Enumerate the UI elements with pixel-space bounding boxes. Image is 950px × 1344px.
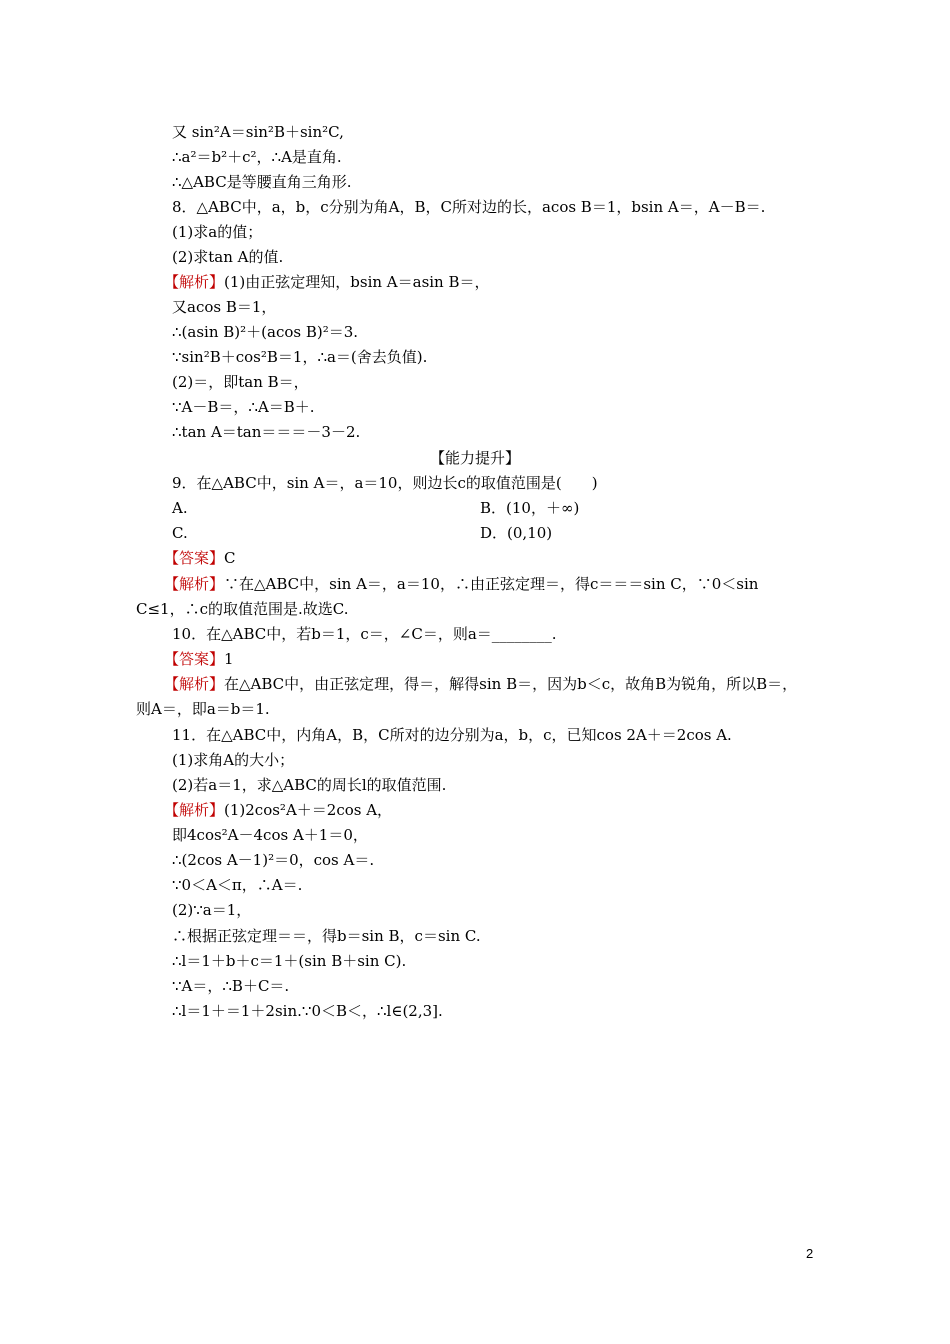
text-line: ∵A－B＝，∴A＝B＋. (172, 398, 315, 416)
text-line: 即4cos²A－4cos A＋1＝0， (172, 826, 368, 844)
text-line: (2)求tan A的值. (172, 248, 284, 266)
text-line: (1)求a的值； (172, 223, 263, 241)
question-9: 9．在△ABC中，sin A＝，a＝10，则边长c的取值范围是( ) (172, 474, 598, 492)
text-line: 则A＝，即a＝b＝1. (136, 700, 270, 718)
text-line: ∴△ABC是等腰直角三角形. (172, 173, 352, 191)
answer-line: 【答案】C (164, 549, 236, 567)
text-line: ∴(2cos A－1)²＝0，cos A＝. (172, 851, 375, 869)
text-line: ∴l＝1＋＝1＋2sin.∵0＜B＜，∴l∈(2,3]. (172, 1002, 443, 1020)
page-number: 2 (806, 1246, 814, 1261)
question-8: 8．△ABC中，a，b，c分别为角A，B，C所对边的长，acos B＝1，bsin A＝，A－B＝. (172, 198, 766, 216)
answer-tag: 【答案】 (164, 650, 225, 668)
text-line: (2)若a＝1，求△ABC的周长l的取值范围. (172, 776, 447, 794)
text-line: ∴l＝1＋b＋c＝1＋(sin B＋sin C). (172, 952, 407, 970)
text-line: (2)＝，即tan B＝， (172, 373, 309, 391)
text-line: ∴a²＝b²＋c²，∴A是直角. (172, 148, 342, 166)
text-line: C≤1，∴c的取值范围是.故选C. (136, 600, 349, 618)
analysis-tag: 【解析】 (164, 675, 225, 693)
analysis-tag: 【解析】 (164, 273, 225, 291)
text-line: ∵A＝，∴B＋C＝. (172, 977, 290, 995)
answer-tag: 【答案】 (164, 549, 225, 567)
text-line: (2)∵a＝1， (172, 901, 252, 919)
text-line: ∵sin²B＋cos²B＝1，∴a＝(舍去负值). (172, 348, 428, 366)
option-b: B．(10，＋∞) (480, 499, 580, 517)
text-line: ∴(asin B)²＋(acos B)²＝3. (172, 323, 359, 341)
text-line: (1)求角A的大小； (172, 751, 295, 769)
text-line: ∴根据正弦定理＝＝，得b＝sin B，c＝sin C. (172, 927, 481, 945)
text-line: 又acos B＝1， (172, 298, 277, 316)
section-title: 【能力提升】 (429, 449, 520, 467)
analysis-line: 【解析】(1)由正弦定理知，bsin A＝asin B＝， (164, 273, 490, 291)
analysis-tag: 【解析】 (164, 801, 225, 819)
option-d: D．(0,10) (480, 524, 553, 542)
text-line: ∴tan A＝tan＝＝＝－3－2. (172, 423, 361, 441)
analysis-line: 【解析】在△ABC中，由正弦定理，得＝，解得sin B＝，因为b＜c，故角B为锐角，所以B＝， (164, 675, 798, 693)
text-line: ∵0＜A＜π，∴A＝. (172, 876, 303, 894)
text-line: 又 sin²A＝sin²B＋sin²C, (172, 123, 344, 141)
analysis-line: 【解析】∵在△ABC中，sin A＝，a＝10，∴由正弦定理＝，得c＝＝＝sin C，∵0＜sin (164, 575, 759, 593)
option-a: A. (172, 499, 188, 517)
option-c: C. (172, 524, 188, 542)
analysis-line: 【解析】(1)2cos²A＋＝2cos A， (164, 801, 393, 819)
question-11: 11．在△ABC中，内角A，B，C所对的边分别为a，b，c，已知cos 2A＋＝2cos A. (172, 726, 732, 744)
analysis-tag: 【解析】 (164, 575, 225, 593)
question-10: 10．在△ABC中，若b＝1，c＝，∠C＝，则a＝________. (172, 625, 557, 643)
answer-line: 【答案】1 (164, 650, 234, 668)
